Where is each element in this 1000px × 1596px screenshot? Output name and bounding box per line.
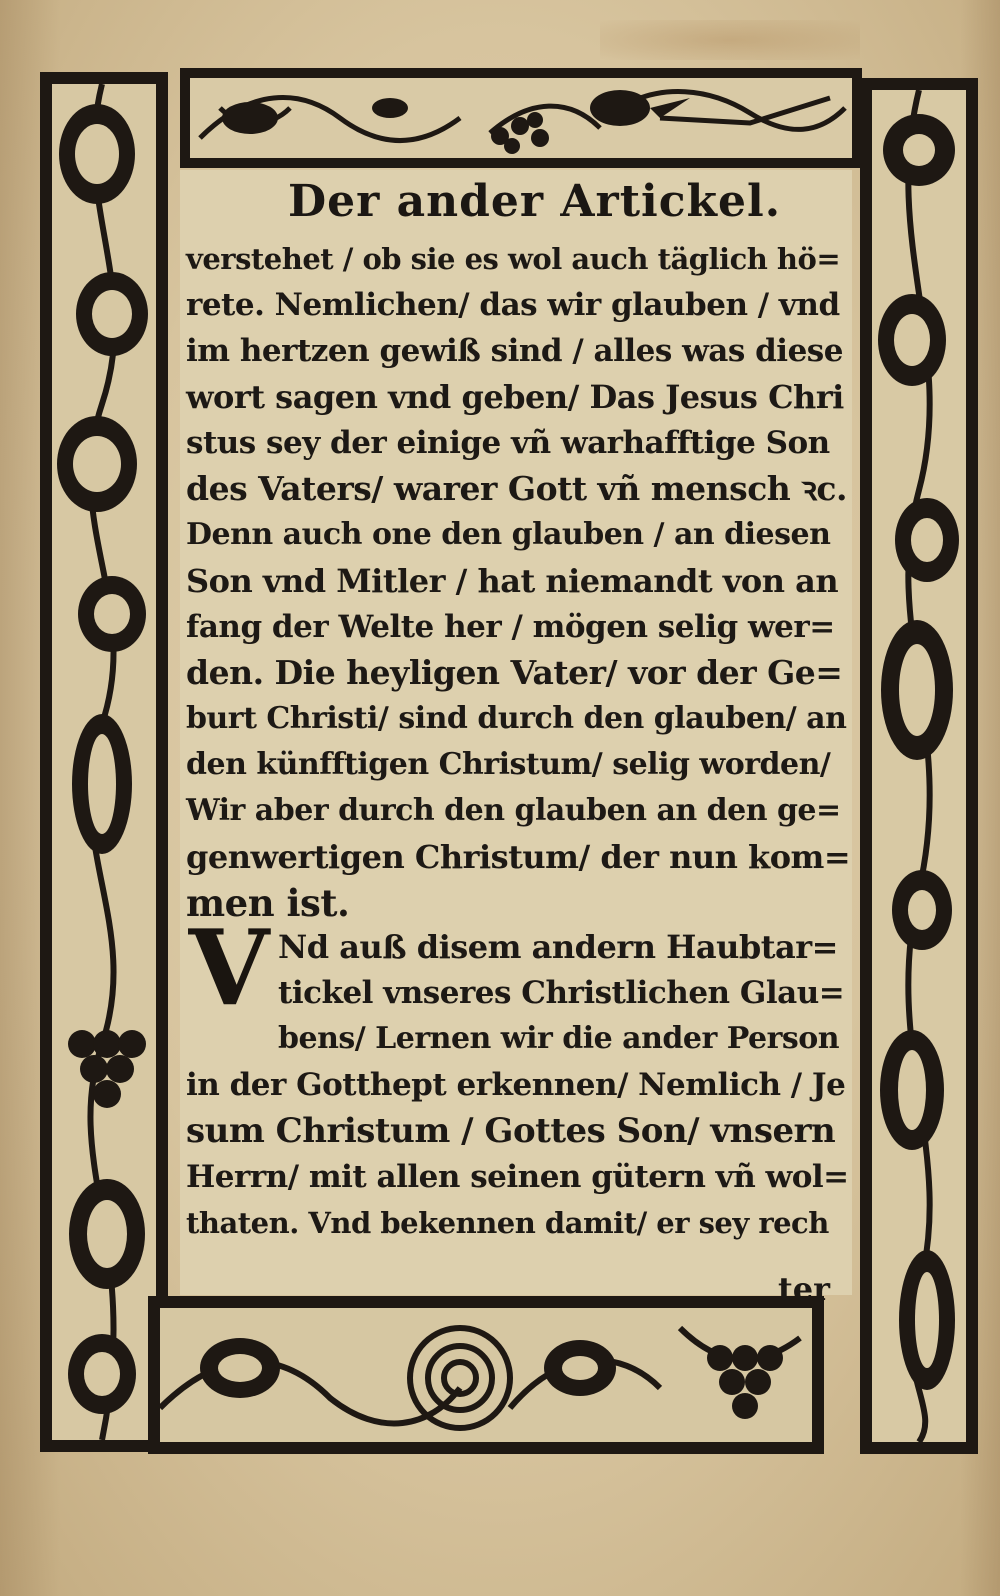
snail-and-grape-ornament-icon	[160, 1308, 812, 1442]
text-line: des Vaters/ warer Gott vñ mensch ꝛc.	[186, 469, 847, 508]
text-line: men ist.	[186, 881, 350, 925]
text-line: thaten. Vnd bekennen damit/ er sey rech	[186, 1206, 829, 1240]
text-line: Nd auß disem andern Haubtar=	[278, 928, 838, 966]
text-line: den. Die heyligen Vater/ vor der Ge=	[186, 653, 843, 692]
drop-cap: V	[188, 906, 270, 1029]
text-line: wort sagen vnd geben/ Das Jesus Chri	[186, 378, 844, 416]
text-line: rete. Nemlichen/ das wir glauben / vnd	[186, 287, 840, 323]
text-line: sum Christum / Gottes Son/ vnsern	[186, 1111, 836, 1151]
text-block	[180, 170, 852, 1308]
text-line: Denn auch one den glauben / an diesen	[186, 517, 831, 552]
paragraph-2	[186, 924, 850, 1246]
flower-and-vine-ornament-icon	[872, 90, 966, 1442]
text-line: Wir aber durch den glauben an den ge=	[186, 793, 841, 828]
text-line: genwertigen Christum/ der nun kom=	[186, 838, 851, 876]
paragraph-1	[186, 236, 850, 926]
text-line: Son vnd Mitler / hat niemandt von an	[186, 562, 839, 600]
text-line: verstehet / ob sie es wol auch täglich hö=	[186, 242, 841, 276]
text-line: Herrn/ mit allen seinen gütern vñ wol=	[186, 1159, 849, 1195]
text-line: tickel vnseres Christlichen Glau=	[278, 975, 845, 1011]
text-line: bens/ Lernen wir die ander Person	[278, 1021, 840, 1056]
paper-stain	[600, 20, 860, 60]
text-line: in der Gotthept erkennen/ Nemlich / Je	[186, 1067, 846, 1103]
text-line: im hertzen gewiß sind / alles was diese	[186, 333, 843, 369]
text-line: stus sey der einige vñ warhafftige Son	[186, 425, 830, 461]
fruit-and-leaf-ornament-icon	[52, 84, 156, 1440]
text-line: burt Christi/ sind durch den glauben/ an	[186, 701, 847, 736]
page-heading: Der ander Artickel.	[288, 176, 782, 227]
text-line: den künfftigen Christum/ selig worden/	[186, 747, 831, 782]
text-line: fang der Welte her / mögen selig wer=	[186, 609, 835, 645]
bird-and-vine-ornament-icon	[190, 78, 852, 158]
catchword: ter	[778, 1270, 830, 1308]
